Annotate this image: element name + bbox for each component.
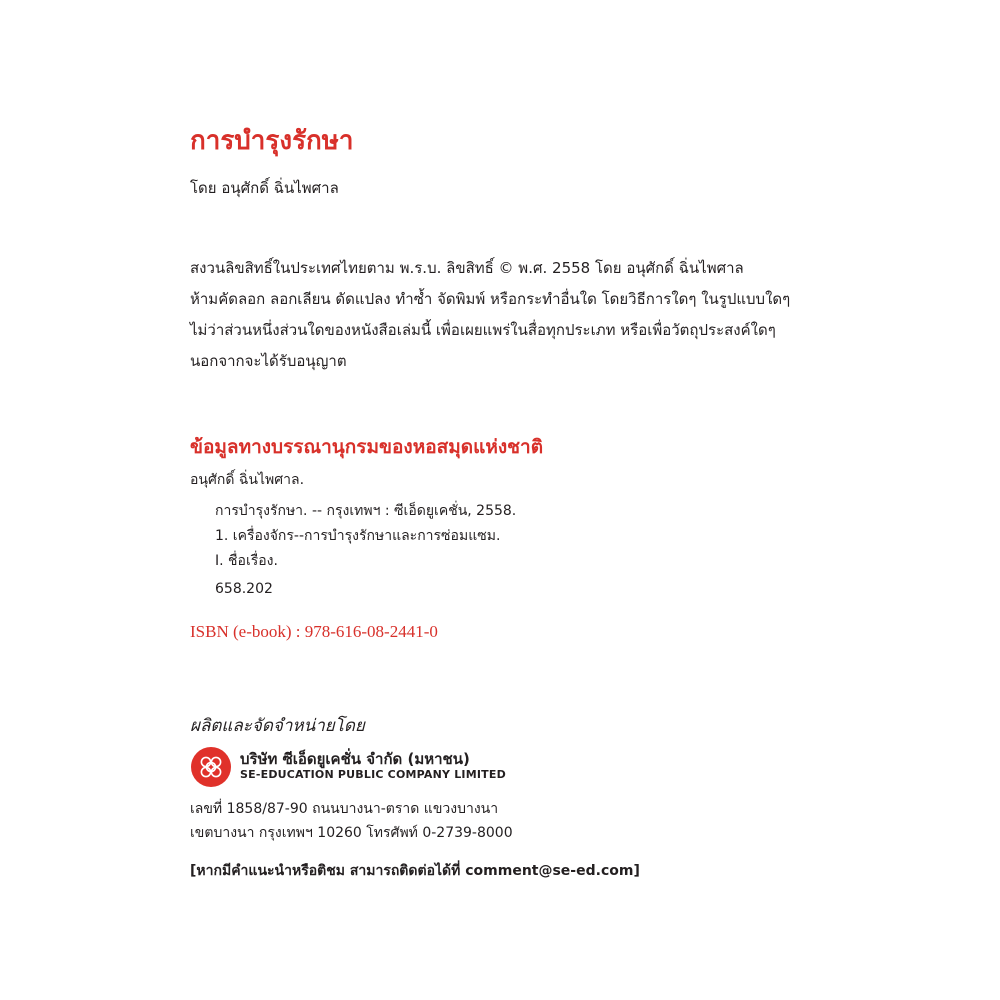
copyright-line: นอกจากจะได้รับอนุญาต <box>190 352 347 370</box>
cataloging-heading: ข้อมูลทางบรรณานุกรมของหอสมุดแห่งชาติ <box>190 436 544 458</box>
address-line: เลขที่ 1858/87-90 ถนนบางนา-ตราด แขวงบางนา <box>190 801 499 817</box>
contact-note: [หากมีคำแนะนำหรือติชม สามารถติดต่อได้ที่ comment@se-ed.com] <box>190 863 640 879</box>
cataloging-classification: 658.202 <box>215 581 273 597</box>
se-ed-logo-icon <box>191 747 231 787</box>
cataloging-title-line: การบำรุงรักษา. -- กรุงเทพฯ : ซีเอ็ดยูเคชั่น, 2558. <box>215 503 517 519</box>
distributed-by-label: ผลิตและจัดจำหน่ายโดย <box>190 716 365 736</box>
copyright-line: สงวนลิขสิทธิ์ในประเทศไทยตาม พ.ร.บ. ลิขสิทธิ์ © พ.ศ. 2558 โดย อนุศักดิ์ ฉิ่นไพศาล <box>190 259 744 277</box>
publisher-name-en: SE-EDUCATION PUBLIC COMPANY LIMITED <box>240 768 506 781</box>
cataloging-author: อนุศักดิ์ ฉิ่นไพศาล. <box>190 472 305 488</box>
copyright-line: ห้ามคัดลอก ลอกเลียน ดัดแปลง ทำซ้ำ จัดพิมพ์ หรือกระทำอื่นใด โดยวิธีการใดๆ ในรูปแบบใดๆ <box>190 290 791 308</box>
author-line: โดย อนุศักดิ์ ฉิ่นไพศาล <box>190 179 339 197</box>
isbn: ISBN (e-book) : 978-616-08-2441-0 <box>190 622 438 641</box>
cataloging-title-entry: I. ชื่อเรื่อง. <box>215 553 278 569</box>
address-line: เขตบางนา กรุงเทพฯ 10260 โทรศัพท์ 0-2739-8000 <box>190 825 513 841</box>
book-title: การบำรุงรักษา <box>190 126 354 156</box>
copyright-line: ไม่ว่าส่วนหนึ่งส่วนใดของหนังสือเล่มนี้ เพื่อเผยแพร่ในสื่อทุกประเภท หรือเพื่อวัตถุประสงค์ใดๆ <box>190 321 776 339</box>
cataloging-subject-line: 1. เครื่องจักร--การบำรุงรักษาและการซ่อมแซม. <box>215 528 501 544</box>
publisher-name-th: บริษัท ซีเอ็ดยูเคชั่น จำกัด (มหาชน) <box>240 750 470 768</box>
